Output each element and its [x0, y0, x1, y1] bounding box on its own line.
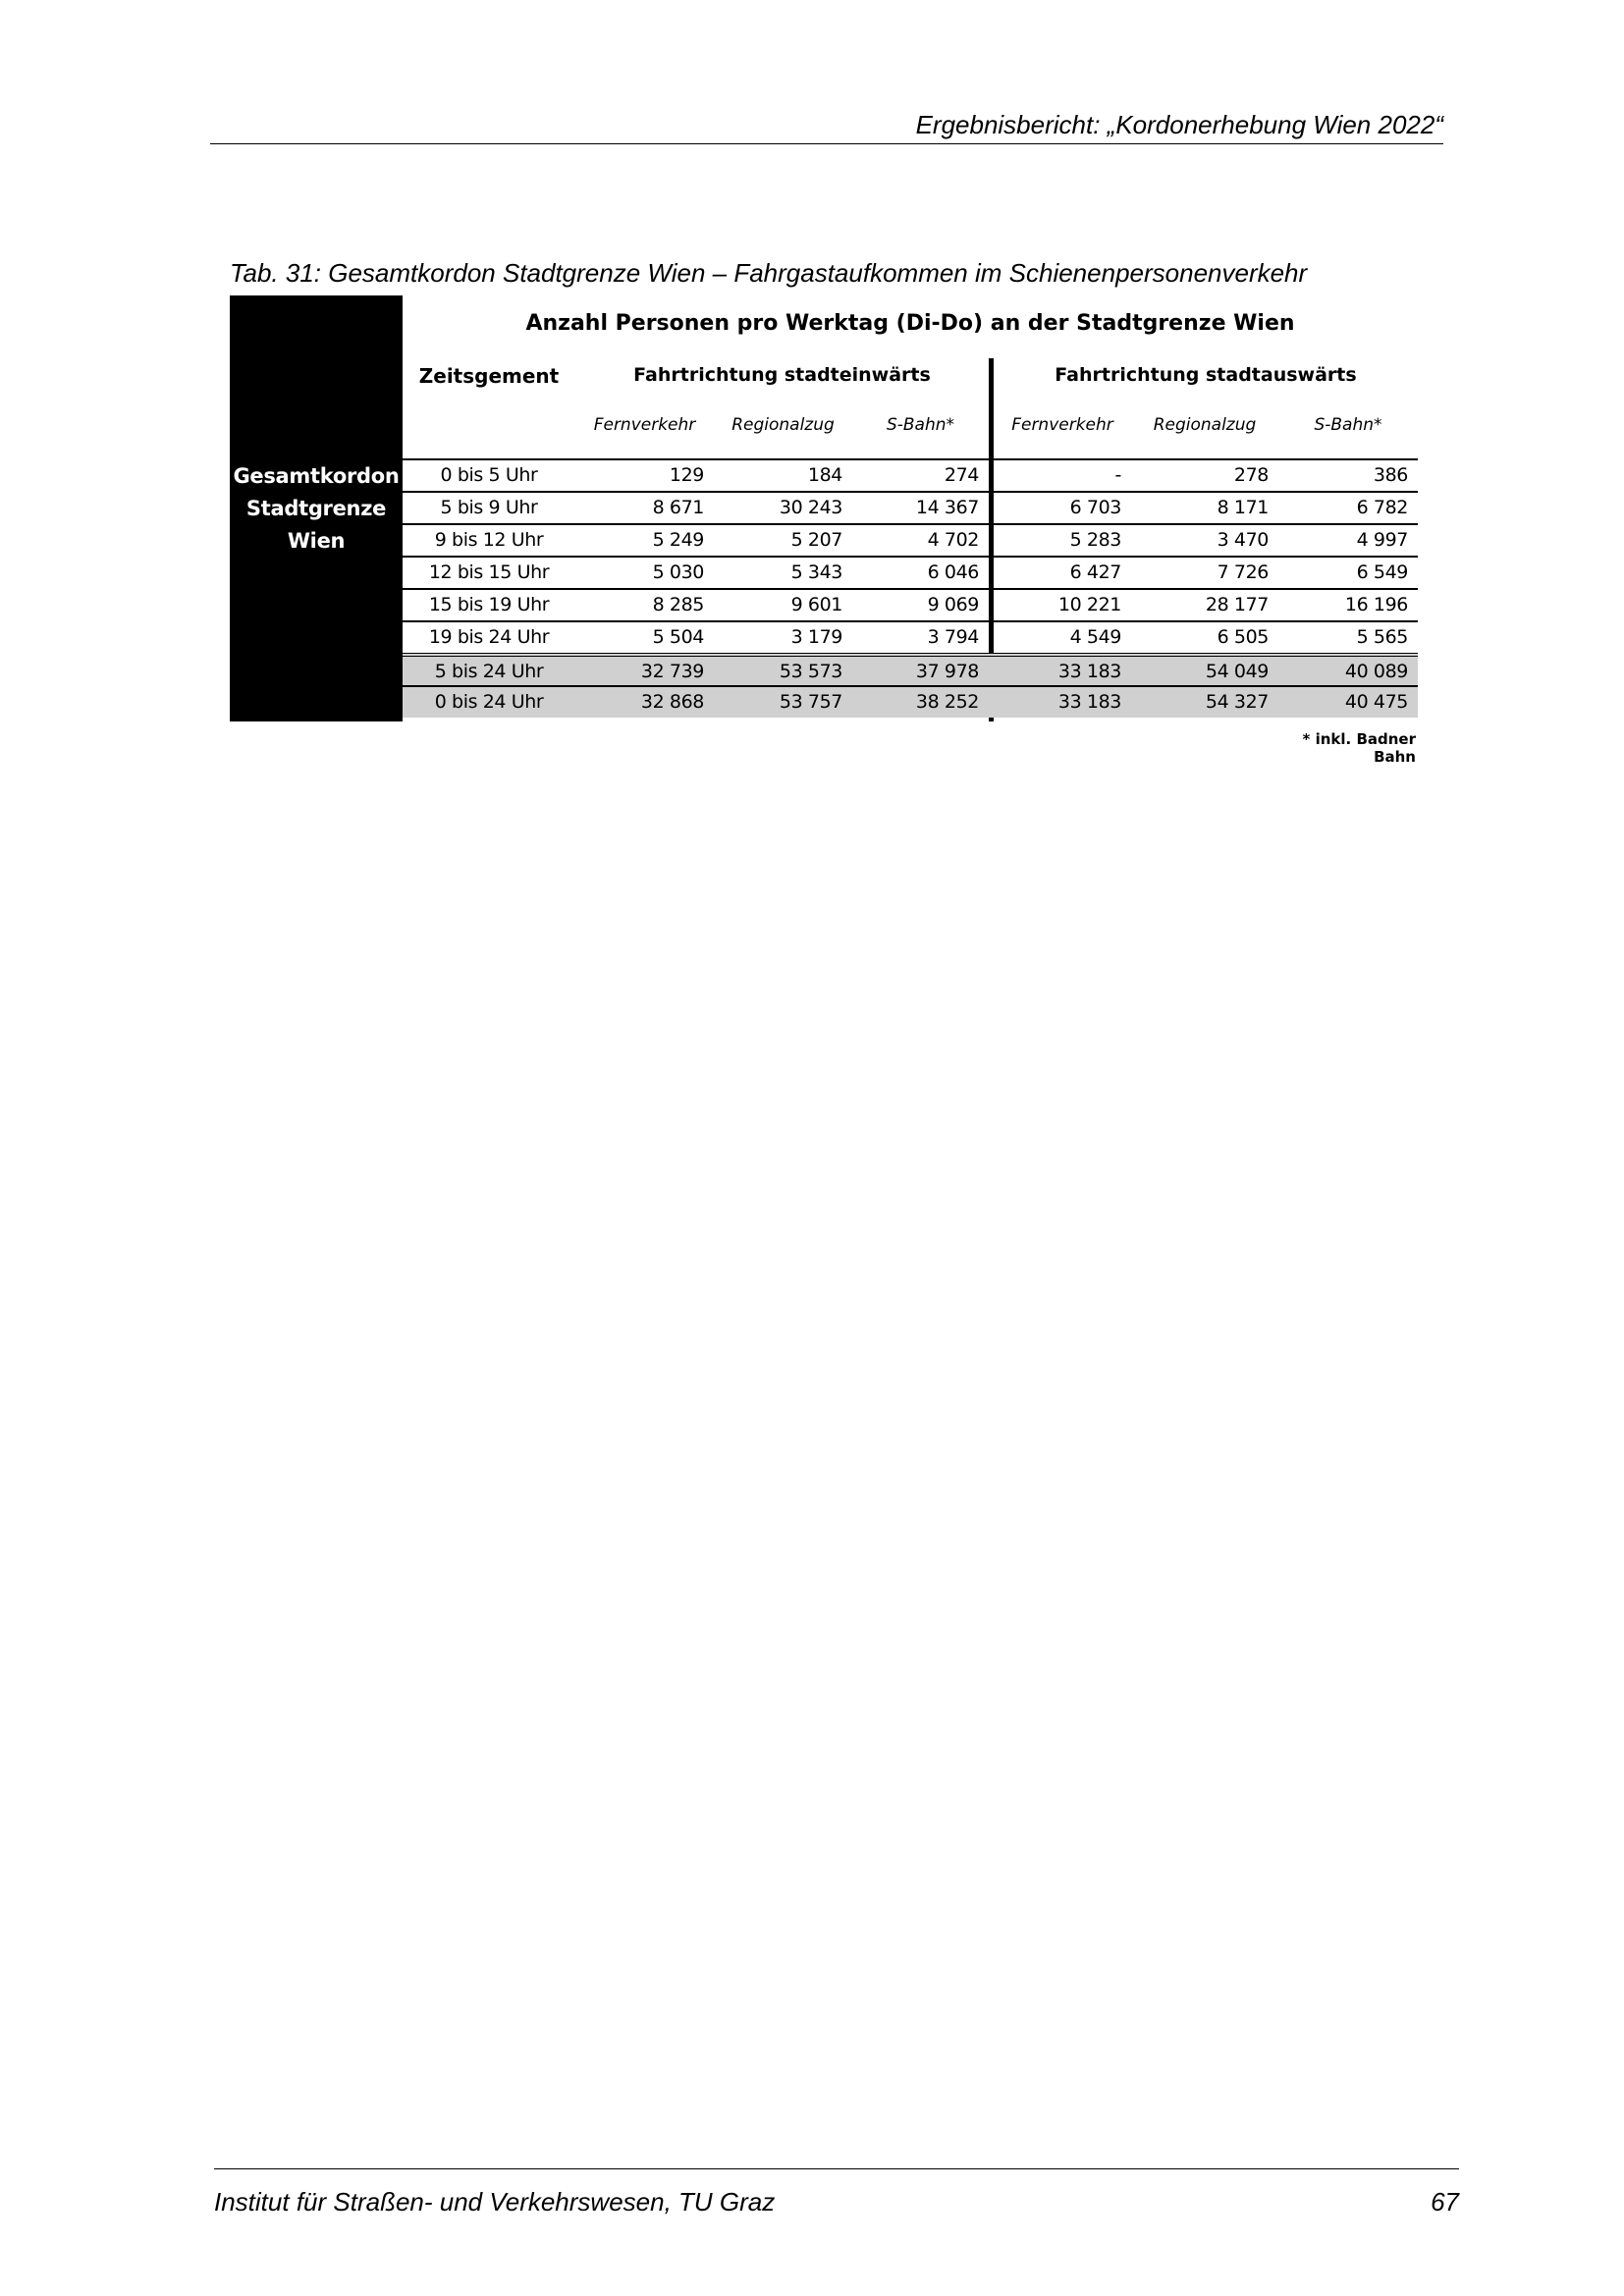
- value-cell: 28 177: [1205, 594, 1269, 615]
- table-grid: [403, 295, 1418, 721]
- value-cell: 4 997: [1356, 529, 1408, 551]
- main-header: Anzahl Personen pro Werktag (Di-Do) an der Stadtgrenze Wien: [525, 311, 1295, 336]
- segment-cell: 9 bis 12 Uhr: [434, 529, 544, 551]
- side-label-block: [230, 295, 403, 721]
- value-cell: 37 978: [915, 661, 979, 682]
- footer-institute: Institut für Straßen- und Verkehrswesen, TU Graz: [214, 2187, 776, 2216]
- value-cell: 32 739: [640, 661, 704, 682]
- side-label-line: Gesamtkordon: [233, 464, 400, 488]
- value-cell: 40 089: [1344, 661, 1408, 682]
- value-cell: 9 601: [790, 594, 842, 615]
- side-label-line: Stadtgrenze: [245, 497, 387, 520]
- segment-cell: 0 bis 5 Uhr: [440, 464, 538, 486]
- value-cell: 6 505: [1217, 626, 1269, 648]
- value-cell: 8 285: [652, 594, 704, 615]
- table-row: [403, 523, 1418, 556]
- value-cell: 38 252: [915, 691, 979, 713]
- value-cell: 3 794: [927, 626, 979, 648]
- value-cell: 3 179: [790, 626, 842, 648]
- sub-header-in-regionalzug: Regionalzug: [731, 415, 835, 435]
- table-row: [403, 653, 1418, 685]
- value-cell: 54 049: [1205, 661, 1269, 682]
- value-cell: 274: [944, 464, 979, 486]
- value-cell: 32 868: [640, 691, 704, 713]
- footnote: * inkl. Badner Bahn: [1302, 730, 1416, 766]
- value-cell: 6 427: [1069, 561, 1121, 583]
- value-cell: 4 549: [1069, 626, 1121, 648]
- value-cell: 6 046: [927, 561, 979, 583]
- value-cell: 5 565: [1356, 626, 1408, 648]
- value-cell: 5 283: [1069, 529, 1121, 551]
- value-cell: 53 573: [779, 661, 842, 682]
- footer-rule: [214, 2168, 1459, 2169]
- table-row: [403, 458, 1418, 491]
- sub-header-out-fernverkehr: Fernverkehr: [1011, 415, 1113, 435]
- value-cell: 53 757: [779, 691, 842, 713]
- segment-header: Zeitsgement: [418, 364, 560, 388]
- value-cell: 40 475: [1344, 691, 1408, 713]
- value-cell: -: [1114, 464, 1121, 486]
- sub-header-in-fernverkehr: Fernverkehr: [593, 415, 696, 435]
- data-table: [230, 295, 1418, 721]
- segment-cell: 5 bis 9 Uhr: [440, 497, 538, 518]
- value-cell: 5 030: [652, 561, 704, 583]
- segment-cell: 5 bis 24 Uhr: [434, 661, 544, 682]
- value-cell: 3 470: [1217, 529, 1269, 551]
- value-cell: 184: [807, 464, 842, 486]
- table-body: [403, 458, 1418, 718]
- value-cell: 10 221: [1057, 594, 1121, 615]
- table-caption: Tab. 31: Gesamtkordon Stadtgrenze Wien – Fahrgastaufkommen im Schienenpersonenverkehr: [230, 258, 1308, 288]
- value-cell: 33 183: [1057, 691, 1121, 713]
- value-cell: 5 504: [652, 626, 704, 648]
- value-cell: 278: [1233, 464, 1269, 486]
- value-cell: 5 249: [652, 529, 704, 551]
- page-header: [210, 110, 1443, 144]
- side-label: [230, 460, 403, 558]
- table-row: [403, 491, 1418, 523]
- value-cell: 386: [1373, 464, 1408, 486]
- direction-in-header: Fahrtrichtung stadteinwärts: [633, 364, 931, 386]
- sub-header-out-regionalzug: Regionalzug: [1153, 415, 1257, 435]
- value-cell: 6 782: [1356, 497, 1408, 518]
- value-cell: 54 327: [1205, 691, 1269, 713]
- sub-header-out-sbahn: S-Bahn*: [1314, 415, 1382, 435]
- page-number: 67: [1431, 2187, 1459, 2216]
- value-cell: 6 703: [1069, 497, 1121, 518]
- value-cell: 6 549: [1356, 561, 1408, 583]
- value-cell: 8 171: [1217, 497, 1269, 518]
- report-title: Ergebnisbericht: „Kordonerhebung Wien 2022“: [915, 110, 1443, 139]
- segment-cell: 12 bis 15 Uhr: [428, 561, 550, 583]
- sub-header-in-sbahn: S-Bahn*: [886, 415, 955, 435]
- value-cell: 129: [669, 464, 704, 486]
- value-cell: 33 183: [1057, 661, 1121, 682]
- table-row: [403, 588, 1418, 620]
- side-label-line: Wien: [287, 529, 346, 553]
- table-row: [403, 620, 1418, 653]
- table-row: [403, 685, 1418, 718]
- value-cell: 30 243: [779, 497, 842, 518]
- value-cell: 9 069: [927, 594, 979, 615]
- value-cell: 7 726: [1217, 561, 1269, 583]
- value-cell: 16 196: [1344, 594, 1408, 615]
- value-cell: 4 702: [927, 529, 979, 551]
- table-row: [403, 556, 1418, 588]
- segment-cell: 19 bis 24 Uhr: [428, 626, 550, 648]
- segment-cell: 15 bis 19 Uhr: [428, 594, 550, 615]
- value-cell: 5 343: [790, 561, 842, 583]
- value-cell: 8 671: [652, 497, 704, 518]
- direction-out-header: Fahrtrichtung stadtauswärts: [1055, 364, 1357, 386]
- value-cell: 14 367: [915, 497, 979, 518]
- value-cell: 5 207: [790, 529, 842, 551]
- segment-cell: 0 bis 24 Uhr: [434, 691, 544, 713]
